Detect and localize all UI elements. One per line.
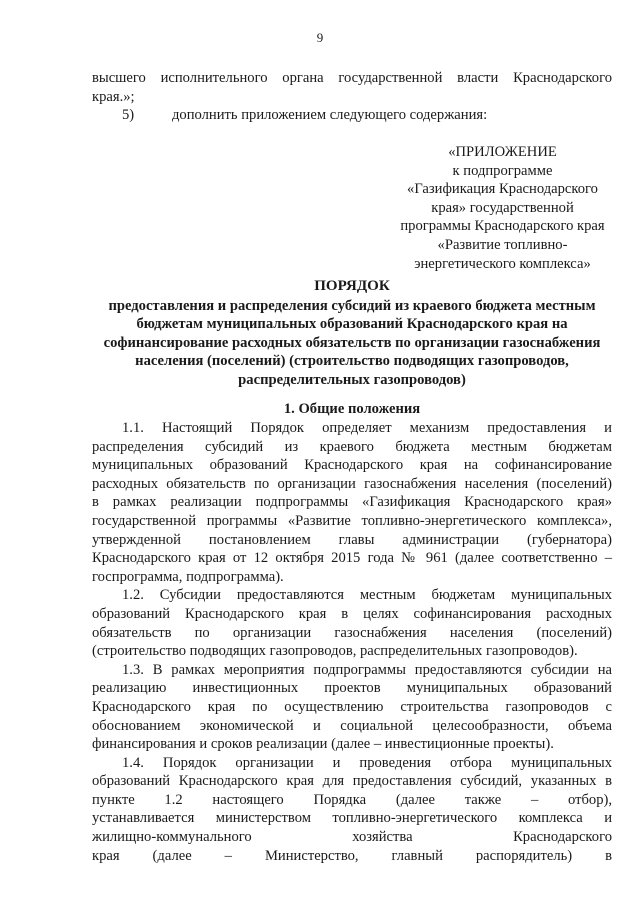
document-heading [92, 277, 612, 390]
appendix-line: «ПРИЛОЖЕНИЕ [448, 144, 557, 160]
paragraph-line: обоснованием экономической и социальной целесообразности, объема [92, 717, 612, 734]
intro-line: высшего исполнительного органа государственной власти Краснодарского [92, 70, 612, 86]
section-title: 1. Общие положения [283, 401, 421, 417]
appendix-line: «Газификация Краснодарского [407, 181, 598, 198]
appendix-line: края» государственной [431, 199, 574, 216]
paragraph-line: пункте 1.2 настоящего Порядка (далее также – отбор), [92, 791, 612, 808]
paragraph-line: 1.1. Настоящий Порядок определяет механизм предоставления и [122, 420, 612, 436]
paragraph-line: устанавливается министерством топливно-энергетического комплекса и [92, 810, 612, 827]
list-item-5 [122, 106, 487, 125]
paragraph-line: Краснодарского края по осуществлению строительства газопроводов с [92, 698, 612, 715]
paragraph-line: 1.3. В рамках мероприятия подпрограммы предоставляются субсидии на [122, 661, 612, 678]
heading-line: софинансирование расходных обязательств по организации газоснабжения [103, 334, 601, 351]
appendix-line: «Развитие топливно- [437, 236, 568, 253]
paragraph-line: госпрограмма, подпрограмма). [92, 568, 284, 585]
paragraph-line: 1.2. Субсидии предоставляются местным бюджетам муниципальных [122, 587, 612, 604]
intro-line: края.»; [92, 88, 135, 105]
heading-line: распределительных газопроводов) [238, 371, 466, 388]
heading-line: населения (поселений) (строительство подводящих газопроводов, [135, 353, 569, 370]
paragraph-line: государственной программы «Развитие топливно-энергетического комплекса», [92, 512, 612, 529]
heading-line: предоставления и распределения субсидий из краевого бюджета местным [108, 297, 596, 314]
paragraph-line: реализацию инвестиционных проектов муниципальных образований [92, 680, 612, 697]
page-number: 9 [316, 30, 324, 45]
paragraph-line: Краснодарского края от 12 октября 2015 года № 961 (далее соответственно – [92, 550, 612, 567]
heading-title: ПОРЯДОК [314, 278, 390, 294]
appendix-line: к подпрограмме [452, 162, 553, 179]
paragraph-line: 1.4. Порядок организации и проведения отбора муниципальных [122, 754, 612, 771]
paragraph-line: муниципальных образований Краснодарского края на софинансирование [92, 457, 612, 474]
appendix-caption [385, 143, 620, 273]
paragraph-line: в рамках реализации подпрограммы «Газификация Краснодарского края» [92, 494, 612, 511]
paragraph-line: жилищно-коммунального хозяйства Краснодарского [92, 829, 612, 846]
list-item-text: дополнить приложением следующего содержания: [172, 107, 488, 123]
paragraph-line: образований Краснодарского края в целях софинансирования расходных [92, 605, 612, 622]
section-body [92, 419, 612, 865]
paragraph-line: обязательств по организации газоснабжения населения (поселений) [92, 624, 612, 641]
paragraph-line: утвержденной постановлением главы администрации (губернатора) [92, 531, 612, 548]
list-item-number: 5) [122, 107, 135, 123]
paragraph-line: (строительство подводящих газопроводов, распределительных газопроводов). [92, 643, 578, 660]
paragraph-line: распределения субсидий из краевого бюджета местным бюджетам [92, 438, 612, 455]
appendix-line: программы Краснодарского края [400, 218, 605, 235]
intro-text [92, 69, 612, 106]
paragraph-line: финансирования и сроков реализации (далее – инвестиционные проекты). [92, 736, 554, 753]
appendix-line: энергетического комплекса» [414, 255, 591, 272]
paragraph-line: расходных обязательств по организации газоснабжения населения (поселений) [92, 475, 612, 492]
paragraph-line: края (далее – Министерство, главный распорядитель) в [92, 847, 612, 864]
paragraph-line: образований Краснодарского края для предоставления субсидий, указанных в [92, 773, 612, 790]
heading-line: бюджетам муниципальных образований Краснодарского края на [136, 316, 568, 333]
